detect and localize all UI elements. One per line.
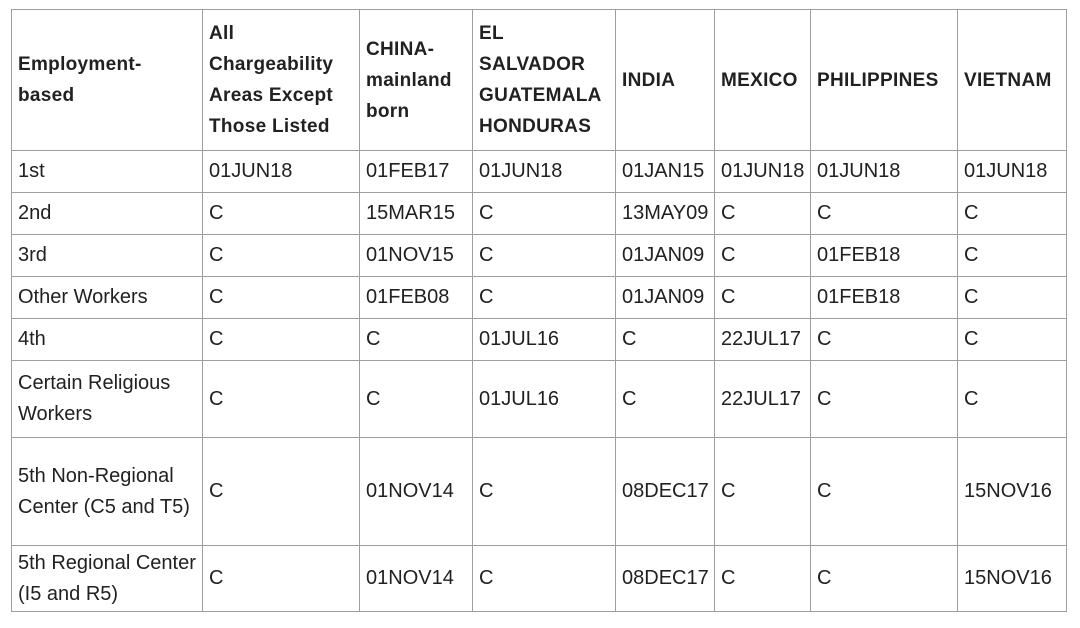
row-label: Certain Religious Workers — [12, 361, 203, 438]
table-cell: C — [473, 235, 616, 277]
table-cell: C — [473, 438, 616, 546]
table-cell: 01JAN09 — [616, 235, 715, 277]
table-cell: C — [715, 546, 811, 612]
table-cell: 22JUL17 — [715, 361, 811, 438]
table-row — [12, 235, 1067, 277]
table-cell: 08DEC17 — [616, 546, 715, 612]
table-cell: C — [203, 319, 360, 361]
table-cell: C — [958, 193, 1067, 235]
row-label: 1st — [12, 151, 203, 193]
table-cell: 13MAY09 — [616, 193, 715, 235]
table-cell: C — [715, 438, 811, 546]
table-cell: 22JUL17 — [715, 319, 811, 361]
table-cell: C — [203, 546, 360, 612]
table-cell: 01JAN15 — [616, 151, 715, 193]
table-cell: 01JUN18 — [473, 151, 616, 193]
table-cell: C — [715, 193, 811, 235]
table-cell: 15NOV16 — [958, 438, 1067, 546]
table-cell: C — [958, 277, 1067, 319]
row-label: 5th Non-Regional Center (C5 and T5) — [12, 438, 203, 546]
table-cell: C — [958, 235, 1067, 277]
table-cell: C — [360, 361, 473, 438]
table-cell: C — [473, 546, 616, 612]
table-cell: 01JUN18 — [811, 151, 958, 193]
table-row — [12, 151, 1067, 193]
header-el-salvador: EL SALVADOR GUATEMALA HONDURAS — [473, 10, 616, 151]
table-row — [12, 319, 1067, 361]
table-row — [12, 277, 1067, 319]
table-cell: 01NOV15 — [360, 235, 473, 277]
table-cell: 01FEB18 — [811, 277, 958, 319]
table-row — [12, 361, 1067, 438]
table-cell: C — [203, 361, 360, 438]
table-cell: C — [958, 361, 1067, 438]
table-cell: C — [616, 319, 715, 361]
visa-bulletin-table — [11, 9, 1067, 612]
table-cell: C — [203, 438, 360, 546]
table-cell: 01NOV14 — [360, 438, 473, 546]
table-row — [12, 546, 1067, 612]
table-cell: 15NOV16 — [958, 546, 1067, 612]
header-mexico: MEXICO — [715, 10, 811, 151]
table-cell: 01JUL16 — [473, 319, 616, 361]
table-cell: C — [203, 235, 360, 277]
row-label: 5th Regional Center (I5 and R5) — [12, 546, 203, 612]
header-all-chargeability: All Chargeability Areas Except Those Listed — [203, 10, 360, 151]
table-cell: 01FEB08 — [360, 277, 473, 319]
table-cell: 01NOV14 — [360, 546, 473, 612]
table-cell: C — [811, 319, 958, 361]
table-cell: C — [811, 361, 958, 438]
header-philippines: PHILIPPINES — [811, 10, 958, 151]
table-cell: C — [811, 438, 958, 546]
row-label: 4th — [12, 319, 203, 361]
table-cell: 01JUL16 — [473, 361, 616, 438]
header-vietnam: VIETNAM — [958, 10, 1067, 151]
table-cell: C — [811, 546, 958, 612]
table-cell: 08DEC17 — [616, 438, 715, 546]
table-row — [12, 438, 1067, 546]
header-employment-based: Employment-based — [12, 10, 203, 151]
header-india: INDIA — [616, 10, 715, 151]
header-china: CHINA-mainland born — [360, 10, 473, 151]
table-row — [12, 193, 1067, 235]
table-cell: 01JUN18 — [203, 151, 360, 193]
table-cell: C — [715, 277, 811, 319]
table-cell: 01JUN18 — [958, 151, 1067, 193]
row-label: 3rd — [12, 235, 203, 277]
table-cell: 01FEB18 — [811, 235, 958, 277]
table-cell: C — [203, 193, 360, 235]
table-cell: C — [616, 361, 715, 438]
header-row — [12, 10, 1067, 151]
table-cell: C — [473, 277, 616, 319]
row-label: Other Workers — [12, 277, 203, 319]
table-cell: C — [811, 193, 958, 235]
table-cell: C — [715, 235, 811, 277]
table-cell: C — [360, 319, 473, 361]
table-cell: C — [473, 193, 616, 235]
table-cell: 01FEB17 — [360, 151, 473, 193]
table-cell: 01JAN09 — [616, 277, 715, 319]
table-cell: C — [958, 319, 1067, 361]
row-label: 2nd — [12, 193, 203, 235]
table-cell: 15MAR15 — [360, 193, 473, 235]
table-cell: C — [203, 277, 360, 319]
table-cell: 01JUN18 — [715, 151, 811, 193]
